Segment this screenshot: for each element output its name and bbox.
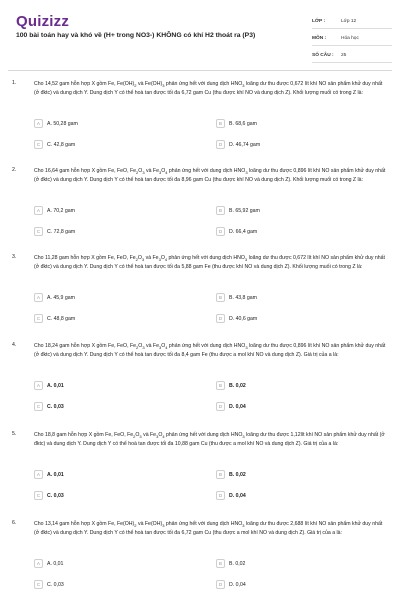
option-text: C. 0,03 — [47, 403, 64, 410]
answer-option-c[interactable] — [34, 139, 184, 150]
option-text: C. 0,03 — [47, 492, 64, 499]
meta-count-label: SỐ CÂU : — [312, 52, 334, 58]
option-text: C. 42,8 gam — [47, 141, 76, 148]
option-letter-box: C — [34, 227, 43, 236]
meta-subject-row — [312, 31, 392, 46]
option-text: B. 43,8 gam — [229, 294, 257, 301]
meta-class-label: LỚP : — [312, 18, 326, 24]
worksheet-header — [0, 0, 400, 70]
answer-option-b[interactable] — [216, 205, 366, 216]
answer-option-c[interactable] — [34, 401, 184, 412]
option-letter-box: A — [34, 381, 43, 390]
question-text: Cho 11,28 gam hỗn hợp X gồm Fe, FeO, $Fe_2O_3$ và $Fe_3O_4$ phản ứng hết với dung dịch $HNO_3$ loãng dư thu được 0,672 lít khí NO sản phẩm khử duy nhất (ở đktc) và dung dịch Y. Dung dịch Y có thể hoà tan được tối đa 5,88 gam Fe (thu được khí NO và dung dịch Z). Khối lượng muối có trong Z là: — [34, 255, 385, 270]
answer-option-d[interactable] — [216, 579, 366, 590]
option-letter-box: B — [216, 559, 225, 568]
answer-option-d[interactable] — [216, 139, 366, 150]
option-text: D. 0,04 — [229, 403, 246, 410]
option-text: B. 65,92 gam — [229, 207, 260, 214]
meta-class-row — [312, 14, 392, 29]
question-text: Cho 14,52 gam hỗn hợp X gồm Fe, $Fe(OH)_2$ và $Fe(OH)_3$ phản ứng hết với dung dịch $HNO_3$ loãng dư thu được 0,672 lít khí NO sản phẩm khử duy nhất (ở đktc) và dung dịch Y. Dung dịch Y có thể hoà tan được tối đa 6,72 gam Cu (thu được khí NO và dung dịch Z). Khối lượng muối có trong Z là: — [34, 81, 383, 96]
option-text: D. 46,74 gam — [229, 141, 261, 148]
question-number: 3. — [12, 254, 17, 260]
answer-option-c[interactable] — [34, 313, 184, 324]
answer-option-c[interactable] — [34, 226, 184, 237]
option-text: B. 0,02 — [229, 560, 246, 567]
option-letter-box: C — [34, 402, 43, 411]
answer-option-b[interactable] — [216, 469, 366, 480]
option-letter-box: A — [34, 206, 43, 215]
option-letter-box: B — [216, 293, 225, 302]
question-number: 5. — [12, 431, 17, 437]
answer-option-c[interactable] — [34, 579, 184, 590]
option-letter-box: C — [34, 491, 43, 500]
question-number: 6. — [12, 520, 17, 526]
option-letter-box: A — [34, 470, 43, 479]
answer-option-c[interactable] — [34, 490, 184, 501]
option-text: A. 70,2 gam — [47, 207, 75, 214]
option-text: B. 68,6 gam — [229, 120, 257, 127]
option-text: A. 45,9 gam — [47, 294, 75, 301]
meta-subject-value: Hóa học — [341, 35, 359, 41]
option-text: A. 0,01 — [47, 560, 64, 567]
question-number: 4. — [12, 342, 17, 348]
answer-option-b[interactable] — [216, 380, 366, 391]
answer-option-d[interactable] — [216, 313, 366, 324]
option-text: C. 72,8 gam — [47, 228, 76, 235]
answer-option-a[interactable] — [34, 380, 184, 391]
option-letter-box: D — [216, 491, 225, 500]
option-letter-box: B — [216, 119, 225, 128]
answer-option-a[interactable] — [34, 205, 184, 216]
option-text: A. 0,01 — [47, 471, 64, 478]
option-letter-box: C — [34, 314, 43, 323]
answer-option-a[interactable] — [34, 469, 184, 480]
meta-count-row — [312, 48, 392, 63]
answer-option-d[interactable] — [216, 226, 366, 237]
option-letter-box: D — [216, 140, 225, 149]
option-text: A. 50,28 gam — [47, 120, 78, 127]
option-letter-box: C — [34, 580, 43, 589]
option-letter-box: D — [216, 402, 225, 411]
option-text: C. 0,03 — [47, 581, 64, 588]
option-text: D. 40,6 gam — [229, 315, 258, 322]
question-text: Cho 13,14 gam hỗn hợp X gồm Fe, $Fe(OH)_2$ và $Fe(OH)_3$ phản ứng hết với dung dịch $HNO_3$ loãng dư thu được 2,688 lít khí NO sản phẩm khử duy nhất (ở đktc) và dung dịch Y. Dung dịch Y có thể hoà tan được tối đa 6,72 gam Cu (thu được a mol khí NO và dung dịch Z). Giá trị của a là: — [34, 521, 383, 536]
option-text: D. 0,04 — [229, 581, 246, 588]
meta-subject-label: MÔN : — [312, 35, 327, 41]
answer-option-b[interactable] — [216, 118, 366, 129]
option-text: C. 48,8 gam — [47, 315, 76, 322]
answer-option-a[interactable] — [34, 558, 184, 569]
option-letter-box: B — [216, 381, 225, 390]
question-text: Cho 16,64 gam hỗn hợp X gồm Fe, FeO, $Fe_2O_3$ và $Fe_3O_4$ phản ứng hết với dung dịch $HNO_3$ loãng dư thu được 0,896 lít khí NO sản phẩm khử duy nhất (ở đktc) và dung dịch Y. Dung dịch Y có thể hoà tan được tối đa 8,96 gam Cu (thu được khí NO và dung dịch Z). Khối lượng muối có trong Z là: — [34, 168, 386, 183]
option-text: D. 66,4 gam — [229, 228, 258, 235]
header-divider — [8, 70, 392, 71]
meta-count-value: 25 — [341, 52, 347, 58]
option-letter-box: B — [216, 470, 225, 479]
option-text: D. 0,04 — [229, 492, 246, 499]
option-text: B. 0,02 — [229, 471, 246, 478]
option-letter-box: C — [34, 140, 43, 149]
option-text: A. 0,01 — [47, 382, 64, 389]
option-letter-box: A — [34, 559, 43, 568]
question-text: Cho 18,8 gam hỗn hợp X gồm Fe, FeO, $Fe_2O_3$ và $Fe_3O_4$ phản ứng hết với dung dịch $HNO_3$ loãng dư thu được 1,12lít khí NO sản phẩm khử duy nhất (ở đktc) và dung dịch Y. Dung dịch Y có thể hoà tan được tối đa 10,88 gam Cu (thu được a mol khí NO và dung dịch Z). Giá trị của a là: — [34, 432, 385, 447]
question-text: Cho 18,24 gam hỗn hợp X gồm Fe, FeO, $Fe_2O_3$ và $Fe_3O_4$ phản ứng hết với dung dịch $HNO_3$ loãng dư thu được 0,896 lít khí NO sản phẩm khử duy nhất (ở đktc) và dung dịch Y. Dung dịch Y có thể hoà tan được tối đa 8,4 gam Fe (thu được a mol khí NO và dung dịch Z). Giá trị của a là: — [34, 343, 386, 358]
answer-option-d[interactable] — [216, 401, 366, 412]
answer-option-b[interactable] — [216, 292, 366, 303]
worksheet-title: 100 bài toán hay và khó về (H+ trong NO3-) KHÔNG có khí H2 thoát ra (P3) — [16, 32, 256, 39]
quizizz-logo: Quizizz — [16, 13, 70, 30]
option-letter-box: D — [216, 580, 225, 589]
answer-option-d[interactable] — [216, 490, 366, 501]
option-letter-box: A — [34, 119, 43, 128]
meta-class-value: Lớp 12 — [341, 18, 357, 24]
question-number: 1. — [12, 80, 17, 86]
option-letter-box: B — [216, 206, 225, 215]
answer-option-b[interactable] — [216, 558, 366, 569]
option-letter-box: A — [34, 293, 43, 302]
answer-option-a[interactable] — [34, 292, 184, 303]
question-number: 2. — [12, 167, 17, 173]
option-letter-box: D — [216, 227, 225, 236]
option-letter-box: D — [216, 314, 225, 323]
worksheet-meta — [312, 14, 392, 65]
answer-option-a[interactable] — [34, 118, 184, 129]
option-text: B. 0,02 — [229, 382, 246, 389]
